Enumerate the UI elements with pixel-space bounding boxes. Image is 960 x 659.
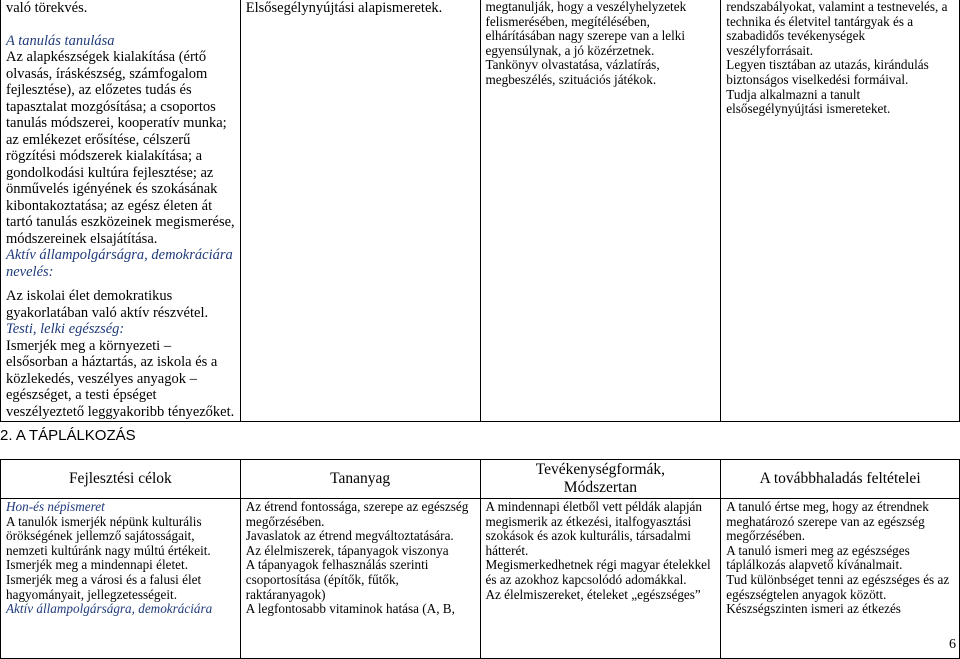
paragraph: Tankönyv olvastatása, vázlatírás, megbeszélés, szituációs játékok. (485, 57, 660, 87)
paragraph: Tud különbséget tenni az egészséges és az egészségtelen anyagok között. (726, 571, 950, 602)
lower-col-curriculum (240, 499, 480, 659)
paragraph: A legfontosabb vitaminok hatása (A, B, (245, 601, 455, 617)
paragraph: Javaslatok az étrend megváltoztatására. (245, 528, 454, 544)
paragraph: A tápanyagok felhasználás szerinti csoportosítása (építők, fűtők, raktáranyagok) (245, 557, 429, 602)
upper-col-progress-conditions (721, 0, 960, 422)
paragraph: való törekvés. (6, 0, 88, 16)
header-progress-conditions: A továbbhaladás feltételei (721, 460, 960, 499)
paragraph: A tanuló értse meg, hogy az étrendnek meghatározó szerepe van az egészség megőrzésében. (726, 499, 929, 544)
paragraph: A mindennapi életből vett példák alapján megismerik az étkezési, italfogyasztási szokások és azok kulturális, társadalmi hátterét. (485, 499, 702, 558)
page-number: 6 (949, 637, 956, 652)
paragraph: Elsősegélynyújtási alapismeretek. (245, 0, 443, 16)
paragraph: Tudja alkalmazni a tanult elsősegélynyújtási ismereteket. (726, 86, 891, 117)
header-methods: Tevékenységformák, Módszertan (480, 460, 721, 499)
paragraph: Az élelmiszereket, ételeket „egészséges” (485, 586, 701, 602)
upper-col-curriculum (240, 0, 480, 422)
paragraph: Készségszinten ismeri az étkezés (726, 601, 901, 617)
paragraph: A tanulók ismerjék népünk kulturális örökségének jellemző sajátosságait, nemzeti kultúránk nagy múltú értékeit. (6, 513, 211, 558)
header-development-goals: Fejlesztési célok (1, 460, 241, 499)
section-label: A tanulás tanulása (6, 32, 115, 49)
paragraph: Az élelmiszerek, tápanyagok viszonya (245, 542, 449, 558)
paragraph: Legyen tisztában az utazás, kirándulás biztonságos viselkedési formáival. (726, 57, 929, 87)
paragraph: megtanulják, hogy a veszélyhelyzetek felismerésében, megítélésében, elhárításában nagy szerepe van a lelki egyensúlynak, a jó közérzetnek. (485, 0, 687, 58)
lower-table (0, 459, 960, 659)
paragraph: Ismerjék meg a városi és a falusi élet hagyományait, jellegzetességeit. (6, 571, 202, 602)
paragraph: A tanuló ismeri meg az egészséges táplálkozás alapvető kívánalmait. (726, 542, 910, 573)
lower-col-methods (480, 499, 721, 659)
section-label: Testi, lelki egészség: (6, 321, 125, 337)
paragraph: rendszabályokat, valamint a testnevelés, a technika és életvitel tantárgyak és a szabadidős tevékenységek veszélyforrásait. (726, 0, 948, 58)
paragraph: Megismerkedhetnek régi magyar ételekkel és az azokhoz kapcsolódó adomákkal. (485, 557, 711, 587)
paragraph: Az étrend fontossága, szerepe az egészség megőrzésében. (245, 499, 469, 529)
paragraph: Az iskolai élet demokratikus gyakorlatában való aktív részvétel. (6, 288, 209, 321)
header-curriculum: Tananyag (240, 460, 480, 499)
paragraph: Ismerjék meg a mindennapi életet. (6, 557, 188, 573)
paragraph: Az alapkészségek kialakítása (értő olvasás, íráskészség, számfogalom fejlesztése), az előzetes tudás és tapasztalat mozgósítása; a csoportos tanulás módszerei, kooperatív munka; az emlékezet erősítése, célszerű rögzítési módszerek kialakítása; a gondolkodási kultúra fejlesztése; az önművelés igényének és szokásának kibontakoztatása; az egész életen át tartó tanulás eszközeinek megismerése, módszereinek elsajátítása. (6, 49, 235, 247)
paragraph: Ismerjék meg a környezeti ‒ elsősorban a háztartás, az iskola és a közlekedés, veszélyes anyagok ‒ egészséget, a testi épséget veszélyeztető leggyakoribb tényezőket. (6, 337, 235, 420)
lower-col-progress-conditions (721, 499, 960, 659)
upper-col-methods (480, 0, 721, 422)
upper-col-development-goals (1, 0, 241, 422)
section-label: Aktív állampolgárságra, demokráciára nevelés: (6, 247, 233, 280)
section-label: Aktív állampolgárságra, demokráciára (6, 601, 213, 617)
section-heading: 2. A TÁPLÁLKOZÁS (0, 427, 136, 444)
lower-col-development-goals (1, 499, 241, 659)
section-label: Hon-és népismeret (6, 499, 105, 514)
